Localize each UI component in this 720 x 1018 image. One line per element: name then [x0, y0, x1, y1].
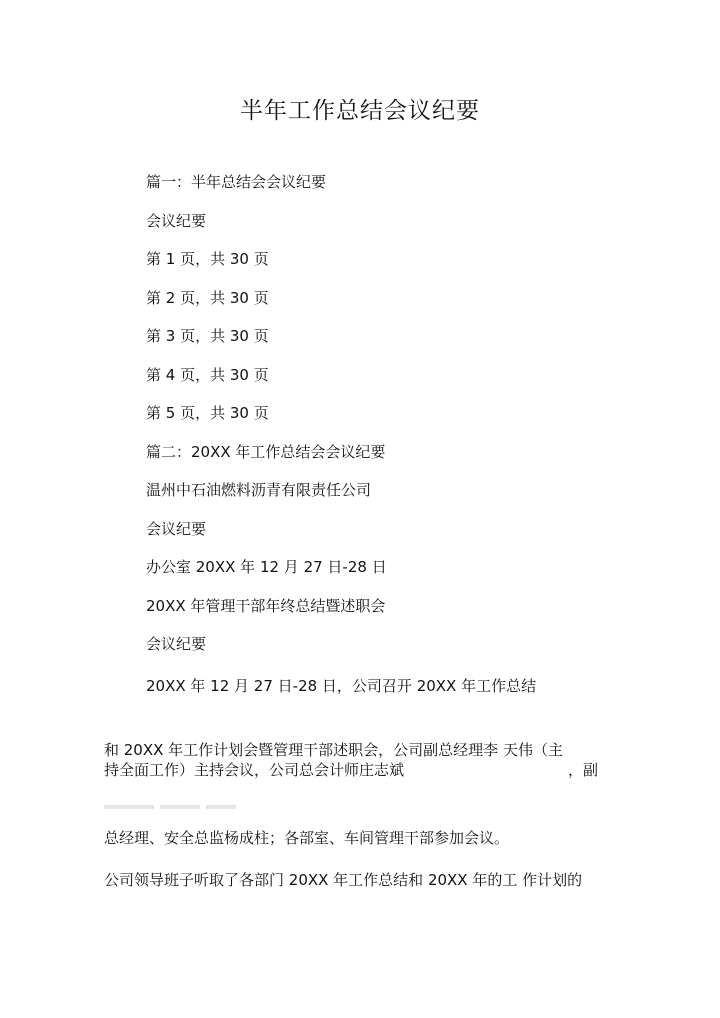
paragraph-line-tail: ，副 — [568, 761, 599, 779]
paragraph-line: 持全面工作）主持会议，公司总会计师庄志斌 — [104, 761, 405, 779]
company-name: 温州中石油燃料沥青有限责任公司 — [146, 481, 372, 499]
date-line: 办公室 20XX 年 12 月 27 日-28 日 — [146, 558, 387, 576]
document-title: 半年工作总结会议纪要 — [240, 98, 480, 124]
paragraph-line: 总经理、安全总监杨成柱；各部室、车间管理干部参加会议。 — [104, 829, 510, 847]
page-count-line: 第 2 页，共 30 页 — [146, 289, 269, 307]
faint-scan-artifact — [104, 796, 264, 806]
section-heading-1: 篇一：半年总结会会议纪要 — [146, 173, 327, 191]
section-heading-2: 篇二：20XX 年工作总结会会议纪要 — [146, 443, 386, 461]
page-count-line: 第 1 页，共 30 页 — [146, 250, 269, 268]
page-count-line: 第 3 页，共 30 页 — [146, 327, 269, 345]
text-line: 会议纪要 — [146, 212, 207, 230]
text-line: 会议纪要 — [146, 635, 207, 653]
paragraph-first-line: 20XX 年 12 月 27 日-28 日，公司召开 20XX 年工作总结 — [146, 677, 537, 695]
paragraph-line: 公司领导班子听取了各部门 20XX 年工作总结和 20XX 年的工 作计划的 — [104, 871, 583, 889]
meeting-name: 20XX 年管理干部年终总结暨述职会 — [146, 597, 386, 615]
text-line: 会议纪要 — [146, 520, 207, 538]
page-count-line: 第 5 页，共 30 页 — [146, 404, 269, 422]
page-count-line: 第 4 页，共 30 页 — [146, 366, 269, 384]
paragraph-line: 和 20XX 年工作计划会暨管理干部述职会，公司副总经理李 天伟（主 — [104, 741, 563, 759]
